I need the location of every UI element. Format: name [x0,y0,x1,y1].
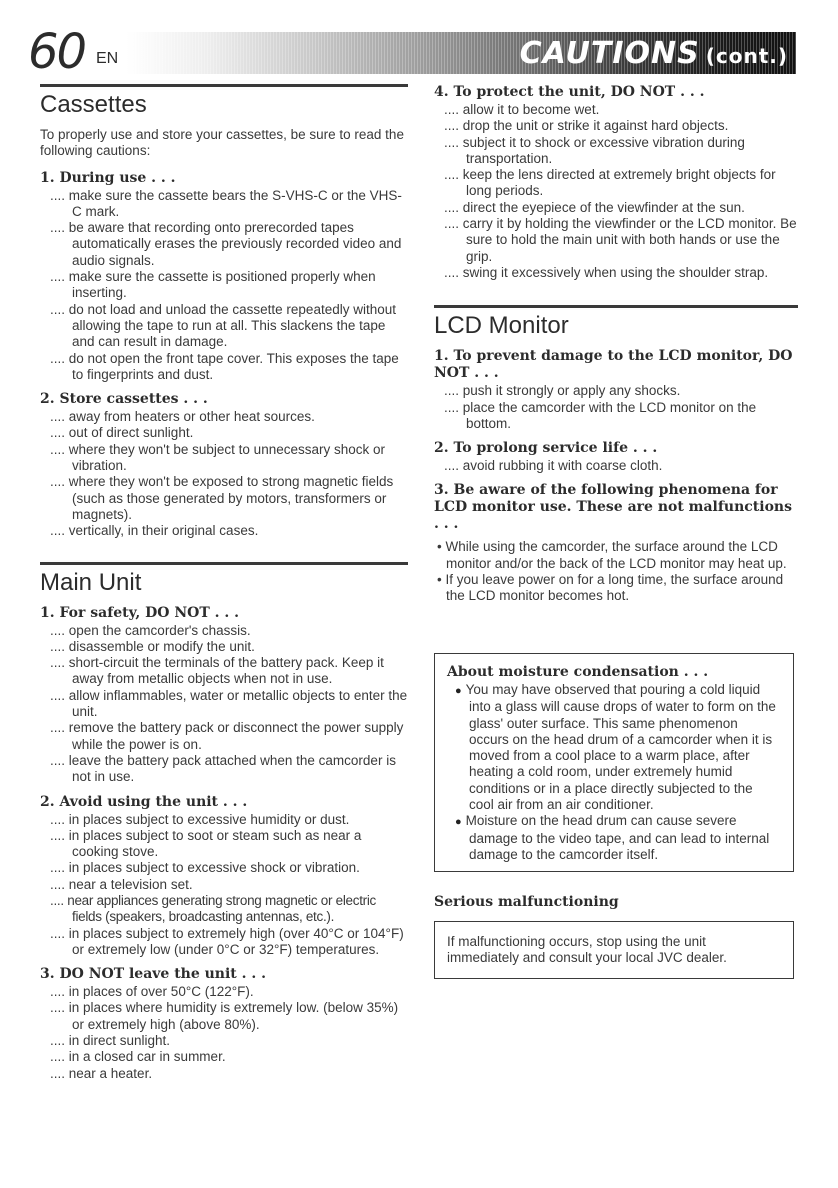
list-item: .... away from heaters or other heat sources. [50,409,315,425]
lcd-group-3-title: 3. Be aware of the following phenomena for LCD monitor use. These are not malfunctions . . . [434,482,792,533]
list-item: .... in direct sunlight. [50,1033,171,1049]
list-item: .... disassemble or modify the unit. [50,638,255,654]
list-item: • While using the camcorder, the surface around the LCD monitor and/or the back of the LCD monitor may heat up. [437,539,787,571]
list-item [447,813,781,863]
cassettes-group-2-list [40,409,408,539]
moisture-condensation-box [434,653,794,873]
list-item: .... carry it by holding the viewfinder or the LCD monitor. Be sure to hold the main unit with both hands or use the grip. [444,216,797,264]
main-unit-group-1-list [40,623,408,786]
list-item: .... avoid rubbing it with coarse cloth. [444,458,663,474]
moisture-list [447,682,781,863]
main-unit-group-3-title: 3. DO NOT leave the unit . . . [40,966,267,983]
list-item: .... allow inflammables, water or metallic objects to enter the unit. [50,687,408,720]
cassettes-group-1-list [40,188,408,384]
list-item: .... where they won't be subject to unnecessary shock or vibration. [50,441,386,474]
page-title-text: CAUTIONS [519,36,700,71]
list-item: .... leave the battery pack attached when the camcorder is not in use. [50,752,396,785]
list-item: .... in places subject to extremely high (over 40°C or 104°F) or extremely low (under 0°C or 32°F) temperatures. [50,925,404,957]
main-unit-group-3-list [40,984,408,1082]
bullet-dot-icon: ● [455,816,462,829]
bullet-dot-icon: ● [455,684,462,697]
list-item: .... open the camcorder's chassis. [50,622,251,638]
list-item: .... remove the battery pack or disconnect the power supply while the power is on. [50,720,404,752]
list-item: .... be aware that recording onto prerecorded tapes automatically erases the previously recorded video and audio signals. [50,220,402,268]
list-item: .... in places subject to soot or steam such as near a cooking stove. [50,827,362,860]
moisture-item-text: You may have observed that pouring a cold liquid into a glass will cause drops of water to form on the glass' outer surface. This same phenomenon occurs on the head drum of a camcorder when it is moved from a cool place to a warm place, after heating a cold room, under extremely humid conditions or in a place directly subjected to the cool air from an air conditioner. [465,681,776,813]
list-item: .... make sure the cassette bears the S-VHS-C or the VHS-C mark. [50,187,402,219]
lcd-monitor-heading: LCD Monitor [434,305,798,340]
left-column [40,84,408,1082]
cassettes-intro: To properly use and store your cassettes, be sure to read the following cautions: [40,127,404,159]
list-item: .... do not load and unload the cassette repeatedly without allowing the tape to run at all. This slackens the tape and can result in damage. [50,301,396,350]
list-item: .... in places where humidity is extremely low. (below 35%) or extremely high (above 80%). [50,1000,399,1032]
lcd-group-1-title: 1. To prevent damage to the LCD monitor, DO NOT . . . [434,348,793,382]
main-unit-group-4-title: 4. To protect the unit, DO NOT . . . [434,84,705,100]
list-item: .... place the camcorder with the LCD monitor on the bottom. [444,399,757,431]
serious-malfunction-text: If malfunctioning occurs, stop using the unit immediately and consult your local JVC dealer. [447,933,727,965]
list-item: • If you leave power on for a long time, the surface around the LCD monitor becomes hot. [437,572,784,604]
list-item: .... near a television set. [50,876,193,892]
list-item: .... push it strongly or apply any shocks. [444,383,681,399]
list-item: .... out of direct sunlight. [50,425,194,441]
main-unit-group-2-title: 2. Avoid using the unit . . . [40,793,248,810]
serious-malfunction-box [434,921,794,980]
language-code: EN [96,50,119,67]
moisture-heading: About moisture condensation . . . [447,663,709,680]
list-item: .... direct the eyepiece of the viewfinder at the sun. [444,199,745,215]
list-item: .... keep the lens directed at extremely bright objects for long periods. [444,167,776,199]
moisture-item-text: Moisture on the head drum can cause severe damage to the video tape, and can lead to internal damage to the camcorder itself. [465,813,770,862]
right-column [434,84,798,979]
lcd-group-2-title: 2. To prolong service life . . . [434,440,658,457]
list-item: .... do not open the front tape cover. This exposes the tape to fingerprints and dust. [50,350,399,382]
page-number: 60 [28,24,86,80]
list-item: .... where they won't be exposed to strong magnetic fields (such as those generated by motors, transformers or magnets). [50,474,394,522]
list-item: .... subject it to shock or excessive vibration during transportation. [444,134,745,166]
list-item: .... in a closed car in summer. [50,1049,226,1065]
main-unit-group-2-list [40,812,408,959]
lcd-bullets [434,539,798,604]
lcd-group-2-list [434,458,798,474]
list-item: .... drop the unit or strike it against hard objects. [444,118,729,134]
list-item: .... swing it excessively when using the shoulder strap. [444,264,769,280]
list-item: .... short-circuit the terminals of the battery pack. Keep it away from metallic objects when not in use. [50,655,384,687]
list-item: .... in places subject to excessive shock or vibration. [50,860,360,876]
page-header [22,24,796,80]
list-item: .... in places of over 50°C (122°F). [50,984,254,1000]
header-band [126,32,796,74]
list-item: .... near appliances generating strong magnetic or electric fields (speakers, broadcasting antennas, etc.). [50,892,376,925]
list-item [447,682,781,813]
list-item: .... near a heater. [50,1065,153,1081]
list-item: .... make sure the cassette is positioned properly when inserting. [50,269,376,301]
lcd-group-1-list [434,383,798,432]
serious-malfunction-heading: Serious malfunctioning [434,894,619,911]
page-title-suffix: (cont.) [705,44,788,68]
main-unit-heading: Main Unit [40,562,408,597]
page-title [520,36,788,74]
list-item: .... in places subject to excessive humidity or dust. [50,811,350,827]
cassettes-group-1-title: 1. During use . . . [40,169,176,186]
main-unit-group-4-list [434,102,798,281]
main-unit-group-1-title: 1. For safety, DO NOT . . . [40,604,240,621]
cassettes-group-2-title: 2. Store cassettes . . . [40,391,208,408]
list-item: .... allow it to become wet. [444,102,600,117]
cassettes-heading: Cassettes [40,84,408,119]
list-item: .... vertically, in their original cases. [50,523,259,539]
